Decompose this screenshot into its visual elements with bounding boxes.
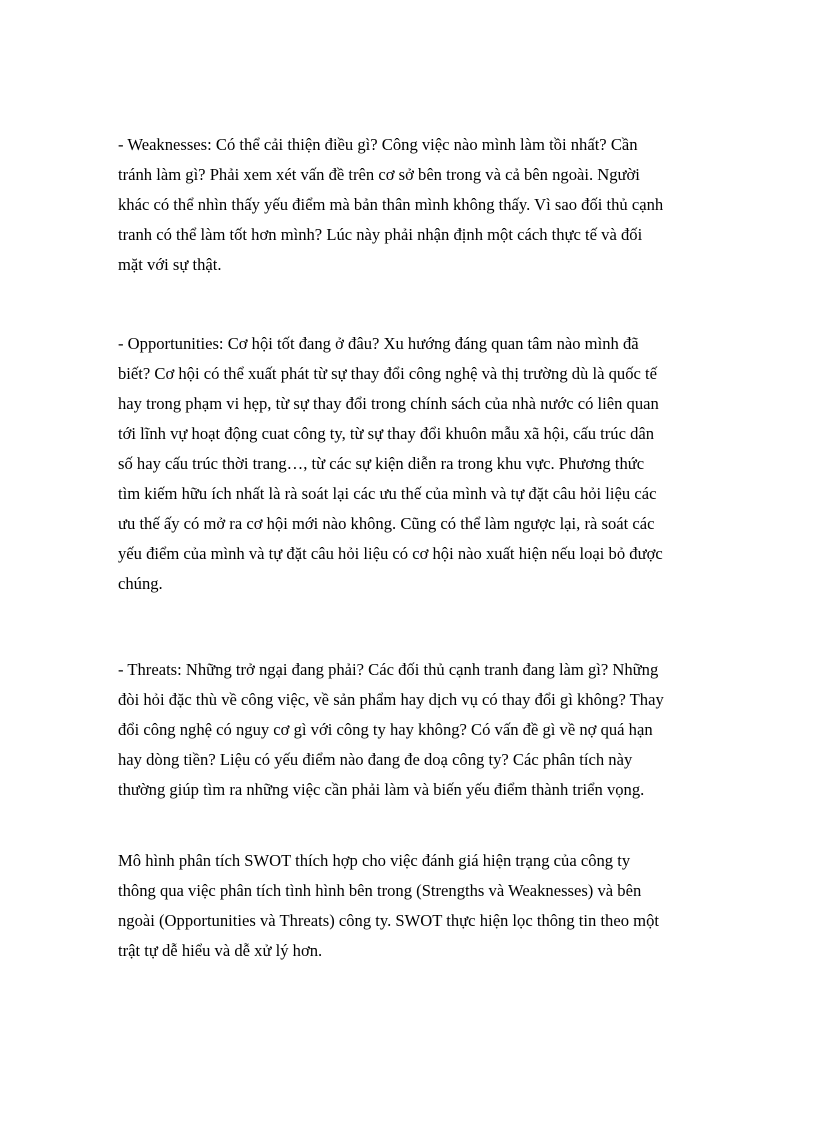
text-line: đòi hỏi đặc thù về công việc, về sản phẩm hay dịch vụ có thay đổi gì không? Thay (118, 690, 664, 709)
text-line: khác có thể nhìn thấy yếu điểm mà bản thân mình không thấy. Vì sao đối thủ cạnh (118, 195, 664, 214)
paragraph-swot-summary (118, 846, 718, 966)
text-line: hay trong phạm vi hẹp, từ sự thay đổi trong chính sách của nhà nước có liên quan (118, 394, 659, 413)
text-line: ưu thế ấy có mở ra cơ hội mới nào không. Cũng có thể làm ngược lại, rà soát các (118, 514, 655, 533)
text-line: Mô hình phân tích SWOT thích hợp cho việc đánh giá hiện trạng của công ty (118, 851, 631, 870)
text-line: biết? Cơ hội có thể xuất phát từ sự thay đổi công nghệ và thị trường dù là quốc tế (118, 364, 658, 383)
text-line: mặt với sự thật. (118, 255, 222, 274)
text-line: tìm kiếm hữu ích nhất là rà soát lại các ưu thế của mình và tự đặt câu hỏi liệu các (118, 484, 657, 503)
paragraph-opportunities (118, 329, 718, 599)
text-line: ngoài (Opportunities và Threats) công ty. SWOT thực hiện lọc thông tin theo một (118, 911, 659, 930)
text-line: thông qua việc phân tích tình hình bên trong (Strengths và Weaknesses) và bên (118, 881, 642, 900)
text-line: tranh có thể làm tốt hơn mình? Lúc này phải nhận định một cách thực tế và đối (118, 225, 643, 244)
text-line: chúng. (118, 574, 163, 593)
text-line: đổi công nghệ có nguy cơ gì với công ty hay không? Có vấn đề gì về nợ quá hạn (118, 720, 653, 739)
paragraph-threats (118, 655, 718, 805)
text-line: tránh làm gì? Phải xem xét vấn đề trên cơ sở bên trong và cả bên ngoài. Người (118, 165, 640, 184)
text-line: - Threats: Những trở ngại đang phải? Các đối thủ cạnh tranh đang làm gì? Những (118, 660, 659, 679)
text-line: trật tự dễ hiểu và dễ xử lý hơn. (118, 941, 323, 960)
text-line: hay dòng tiền? Liệu có yếu điểm nào đang đe doạ công ty? Các phân tích này (118, 750, 633, 769)
text-line: thường giúp tìm ra những việc cần phải làm và biến yếu điểm thành triển vọng. (118, 780, 645, 799)
text-line: số hay cấu trúc thời trang…, từ các sự kiện diễn ra trong khu vực. Phương thức (118, 454, 645, 473)
text-line: tới lĩnh vự hoạt động cuat công ty, từ sự thay đổi khuôn mẫu xã hội, cấu trúc dân (118, 424, 655, 443)
text-line: - Opportunities: Cơ hội tốt đang ở đâu? Xu hướng đáng quan tâm nào mình đã (118, 334, 639, 353)
text-line: yếu điểm của mình và tự đặt câu hỏi liệu có cơ hội nào xuất hiện nếu loại bỏ được (118, 544, 663, 563)
paragraph-weaknesses (118, 130, 718, 280)
text-line: - Weaknesses: Có thể cải thiện điều gì? Công việc nào mình làm tồi nhất? Cần (118, 135, 638, 154)
